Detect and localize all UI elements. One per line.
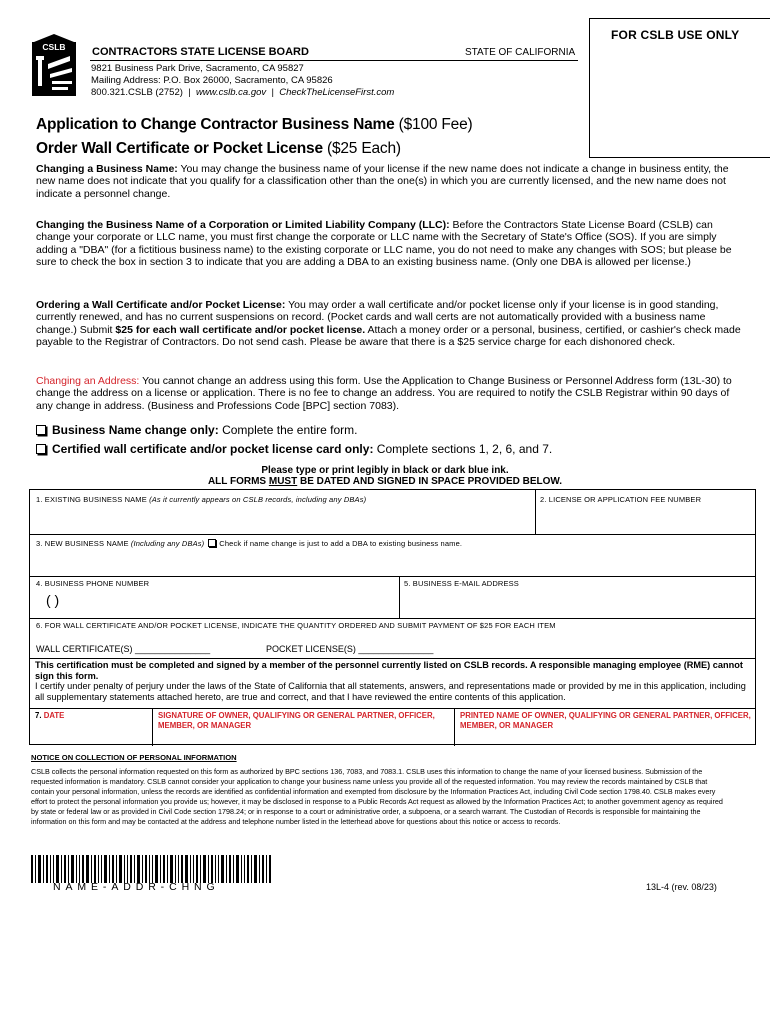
- new-name-field[interactable]: [36, 539, 462, 548]
- field-label: 3. NEW BUSINESS NAME: [36, 539, 129, 548]
- paragraph-heading: Changing an Address:: [36, 375, 140, 387]
- checkbox-icon[interactable]: [36, 444, 46, 454]
- separator: |: [271, 87, 274, 98]
- form-barcode: [31, 855, 271, 883]
- instruction-ink: Please type or print legibly in black or dark blue ink.: [261, 465, 509, 476]
- paragraph-heading: Ordering a Wall Certificate and/or Pocket License:: [36, 299, 286, 311]
- email-field[interactable]: [404, 579, 519, 588]
- board-name: CONTRACTORS STATE LICENSE BOARD: [92, 46, 309, 58]
- notice-heading: NOTICE ON COLLECTION OF PERSONAL INFORMATION: [31, 753, 237, 762]
- paragraph-emphasis: $25 for each wall certificate and/or pocket license.: [115, 323, 366, 336]
- title-text: Application to Change Contractor Business Name: [36, 116, 395, 133]
- printed-name-field[interactable]: PRINTED NAME OF OWNER, QUALIFYING OR GENERAL PARTNER, OFFICER, MEMBER, OR MANAGER: [460, 711, 751, 730]
- instruction-text: BE DATED AND SIGNED IN SPACE PROVIDED BELOW.: [300, 476, 563, 487]
- application-form: [29, 489, 756, 745]
- instruction-sign: [0, 476, 770, 487]
- office-use-box: [589, 18, 770, 158]
- paragraph-corporation: [36, 219, 748, 269]
- field-hint: (As it currently appears on CSLB records, including any DBAs): [149, 495, 367, 504]
- check-license-link[interactable]: CheckTheLicenseFirst.com: [279, 87, 395, 98]
- checkbox-icon[interactable]: [36, 425, 46, 435]
- option-heading: Business Name change only:: [52, 423, 219, 437]
- state-name: STATE OF CALIFORNIA: [465, 47, 576, 58]
- paragraph-body: Attach a money order or a personal, business, certified, or cashier's check made payable to the Registrar of Contractors. Do not send cash. Please be aware that there is a $25 service charge for each dishonored check.: [36, 323, 741, 349]
- header-rule: [90, 60, 578, 61]
- field-label: 1. EXISTING BUSINESS NAME: [36, 495, 147, 504]
- option-body: Complete the entire form.: [222, 423, 358, 437]
- option-body: Complete sections 1, 2, 6, and 7.: [376, 442, 553, 456]
- paragraph-body: Before the Contractors State License Board (CSLB) can change your corporate or LLC name, you must first change the corporate or LLC name with the Secretary of State's Office (SOS). If you are simply adding a "DBA" (for a fictitious business name) to the existing corporate or LLC name, you do not need to make any changes with SOS; but please be sure to check the box in section 3 to indicate that you are adding a DBA to an existing business name. (Only one DBA is allowed per license.): [36, 219, 732, 269]
- field-hint: (Including any DBAs): [130, 539, 205, 548]
- instruction-text: ALL FORMS: [207, 476, 267, 487]
- website-link[interactable]: www.cslb.ca.gov: [195, 87, 267, 98]
- existing-name-field[interactable]: [36, 495, 366, 504]
- paragraph-heading: Changing a Business Name:: [36, 163, 178, 175]
- certification-heading: This certification must be completed and signed by a member of the personnel currently listed on CSLB records. A responsible managing employee (RME) cannot sign this form.: [35, 660, 743, 681]
- pocket-license-field[interactable]: POCKET LICENSE(S) _______________: [266, 644, 434, 654]
- option-heading: Certified wall certificate and/or pocket license card only:: [52, 442, 374, 456]
- instruction-must: MUST: [268, 476, 298, 487]
- cslb-logo: [30, 34, 78, 98]
- certification-body: I certify under penalty of perjury under the laws of the State of California that all statements, answers, and representations made or provided by me in this application, including all supplementary statements attached hereto, are true and correct, and that I have reviewed the entire contents of this application.: [35, 681, 746, 702]
- license-number-field[interactable]: [540, 495, 701, 504]
- barcode-text: NAME-ADDR-CHNG: [53, 881, 220, 893]
- field-label: 5. BUSINESS E-MAIL ADDRESS: [404, 579, 519, 588]
- dba-check-label: Check if name change is just to add a DBA to existing business name.: [219, 539, 463, 548]
- contact-line: [91, 87, 394, 99]
- signature-field[interactable]: SIGNATURE OF OWNER, QUALIFYING OR GENERAL PARTNER, OFFICER, MEMBER, OR MANAGER: [158, 711, 435, 730]
- title-fee: ($100 Fee): [398, 116, 473, 133]
- wall-certificate-field[interactable]: WALL CERTIFICATE(S) _______________: [36, 644, 211, 654]
- field-label: 4. BUSINESS PHONE NUMBER: [36, 579, 150, 588]
- field-label: DATE: [43, 711, 65, 720]
- paragraph-address: [36, 375, 748, 412]
- phone-field[interactable]: [36, 579, 149, 588]
- dba-checkbox[interactable]: [208, 539, 216, 547]
- field-number: 7.: [35, 711, 42, 720]
- quantity-section-label: 6. FOR WALL CERTIFICATE AND/OR POCKET LICENSE, INDICATE THE QUANTITY ORDERED AND SUBMIT PAYMENT OF $25 FOR EACH ITEM: [36, 621, 556, 630]
- office-use-label: FOR CSLB USE ONLY: [611, 28, 740, 42]
- title-change-name: [36, 116, 472, 134]
- field-label: 2. LICENSE OR APPLICATION FEE NUMBER: [540, 495, 702, 504]
- paragraph-body: You may change the business name of your license if the new name does not indicate a change in business entity, the new name does not indicate that you qualify for a classification other than the one(s) in which you are currently licensed, and the new name does not indicate a personnel change.: [36, 163, 729, 200]
- title-fee: ($25 Each): [327, 140, 401, 157]
- title-order-certificate: [36, 140, 401, 158]
- title-text: Order Wall Certificate or Pocket License: [36, 140, 323, 157]
- notice-body: CSLB collects the personal information requested on this form as authorized by BPC sections 136, 7083, and 7083.1. CSLB uses this information to change the name of your licensed business. Submission of the requested information is mandatory. CSLB cannot consider your application to change your business name unless you provide all of the requested information. You may review the records maintained by CSLB that contain your personal information, unless the records are identified as confidential information and exempted from disclosure by the Information Practices Act, including Civil Code section 1798.40. CSLB makes every effort to protect the personal information you provide us; however, it may be disclosed in response to a Public Records Act request as allowed by the Information Practices Act; to another government agency as required by state or federal law or as provided in Civil Code section 1798.24; or in response to a court or administrative order, a subpoena, or a search warrant. The Custodian of Records is responsible for maintaining the information on this form and may be contacted at the address and telephone number listed in the letterhead above for questions about this notice or access to records.: [31, 767, 723, 826]
- paragraph-body: You cannot change an address using this form. Use the Application to Change Business or Personnel Address form (13L-30) to change the address on a license or application. There is no fee to change an address. You are required to notify the CSLB Registrar within 90 days of any change in address. (Business and Professions Code [BPC] section 7083).: [36, 375, 732, 412]
- phone-number: 800.321.CSLB (2752): [91, 87, 183, 98]
- form-revision: 13L-4 (rev. 08/23): [646, 882, 717, 892]
- option-name-change[interactable]: [36, 423, 357, 437]
- phone-parentheses: ( ): [46, 592, 60, 608]
- logo-text: CSLB: [42, 42, 66, 52]
- paragraph-body: You may order a wall certificate and/or pocket license only if your license is in good standing, currently renewed, and has no current suspensions on record. (Pocket cards and wall certs are not automatically provided with a business name change.) Submit: [36, 299, 719, 336]
- date-field[interactable]: [35, 711, 64, 721]
- paragraph-heading: Changing the Business Name of a Corporation or Limited Liability Company (LLC):: [36, 219, 450, 231]
- option-certificate[interactable]: [36, 442, 552, 456]
- separator: |: [188, 87, 191, 98]
- paragraph-ordering: [36, 299, 748, 349]
- street-address: 9821 Business Park Drive, Sacramento, CA 95827: [91, 63, 304, 74]
- paragraph-changing-name: [36, 163, 748, 200]
- mailing-address: Mailing Address: P.O. Box 26000, Sacramento, CA 95826: [91, 75, 333, 86]
- certification-text: [35, 660, 750, 702]
